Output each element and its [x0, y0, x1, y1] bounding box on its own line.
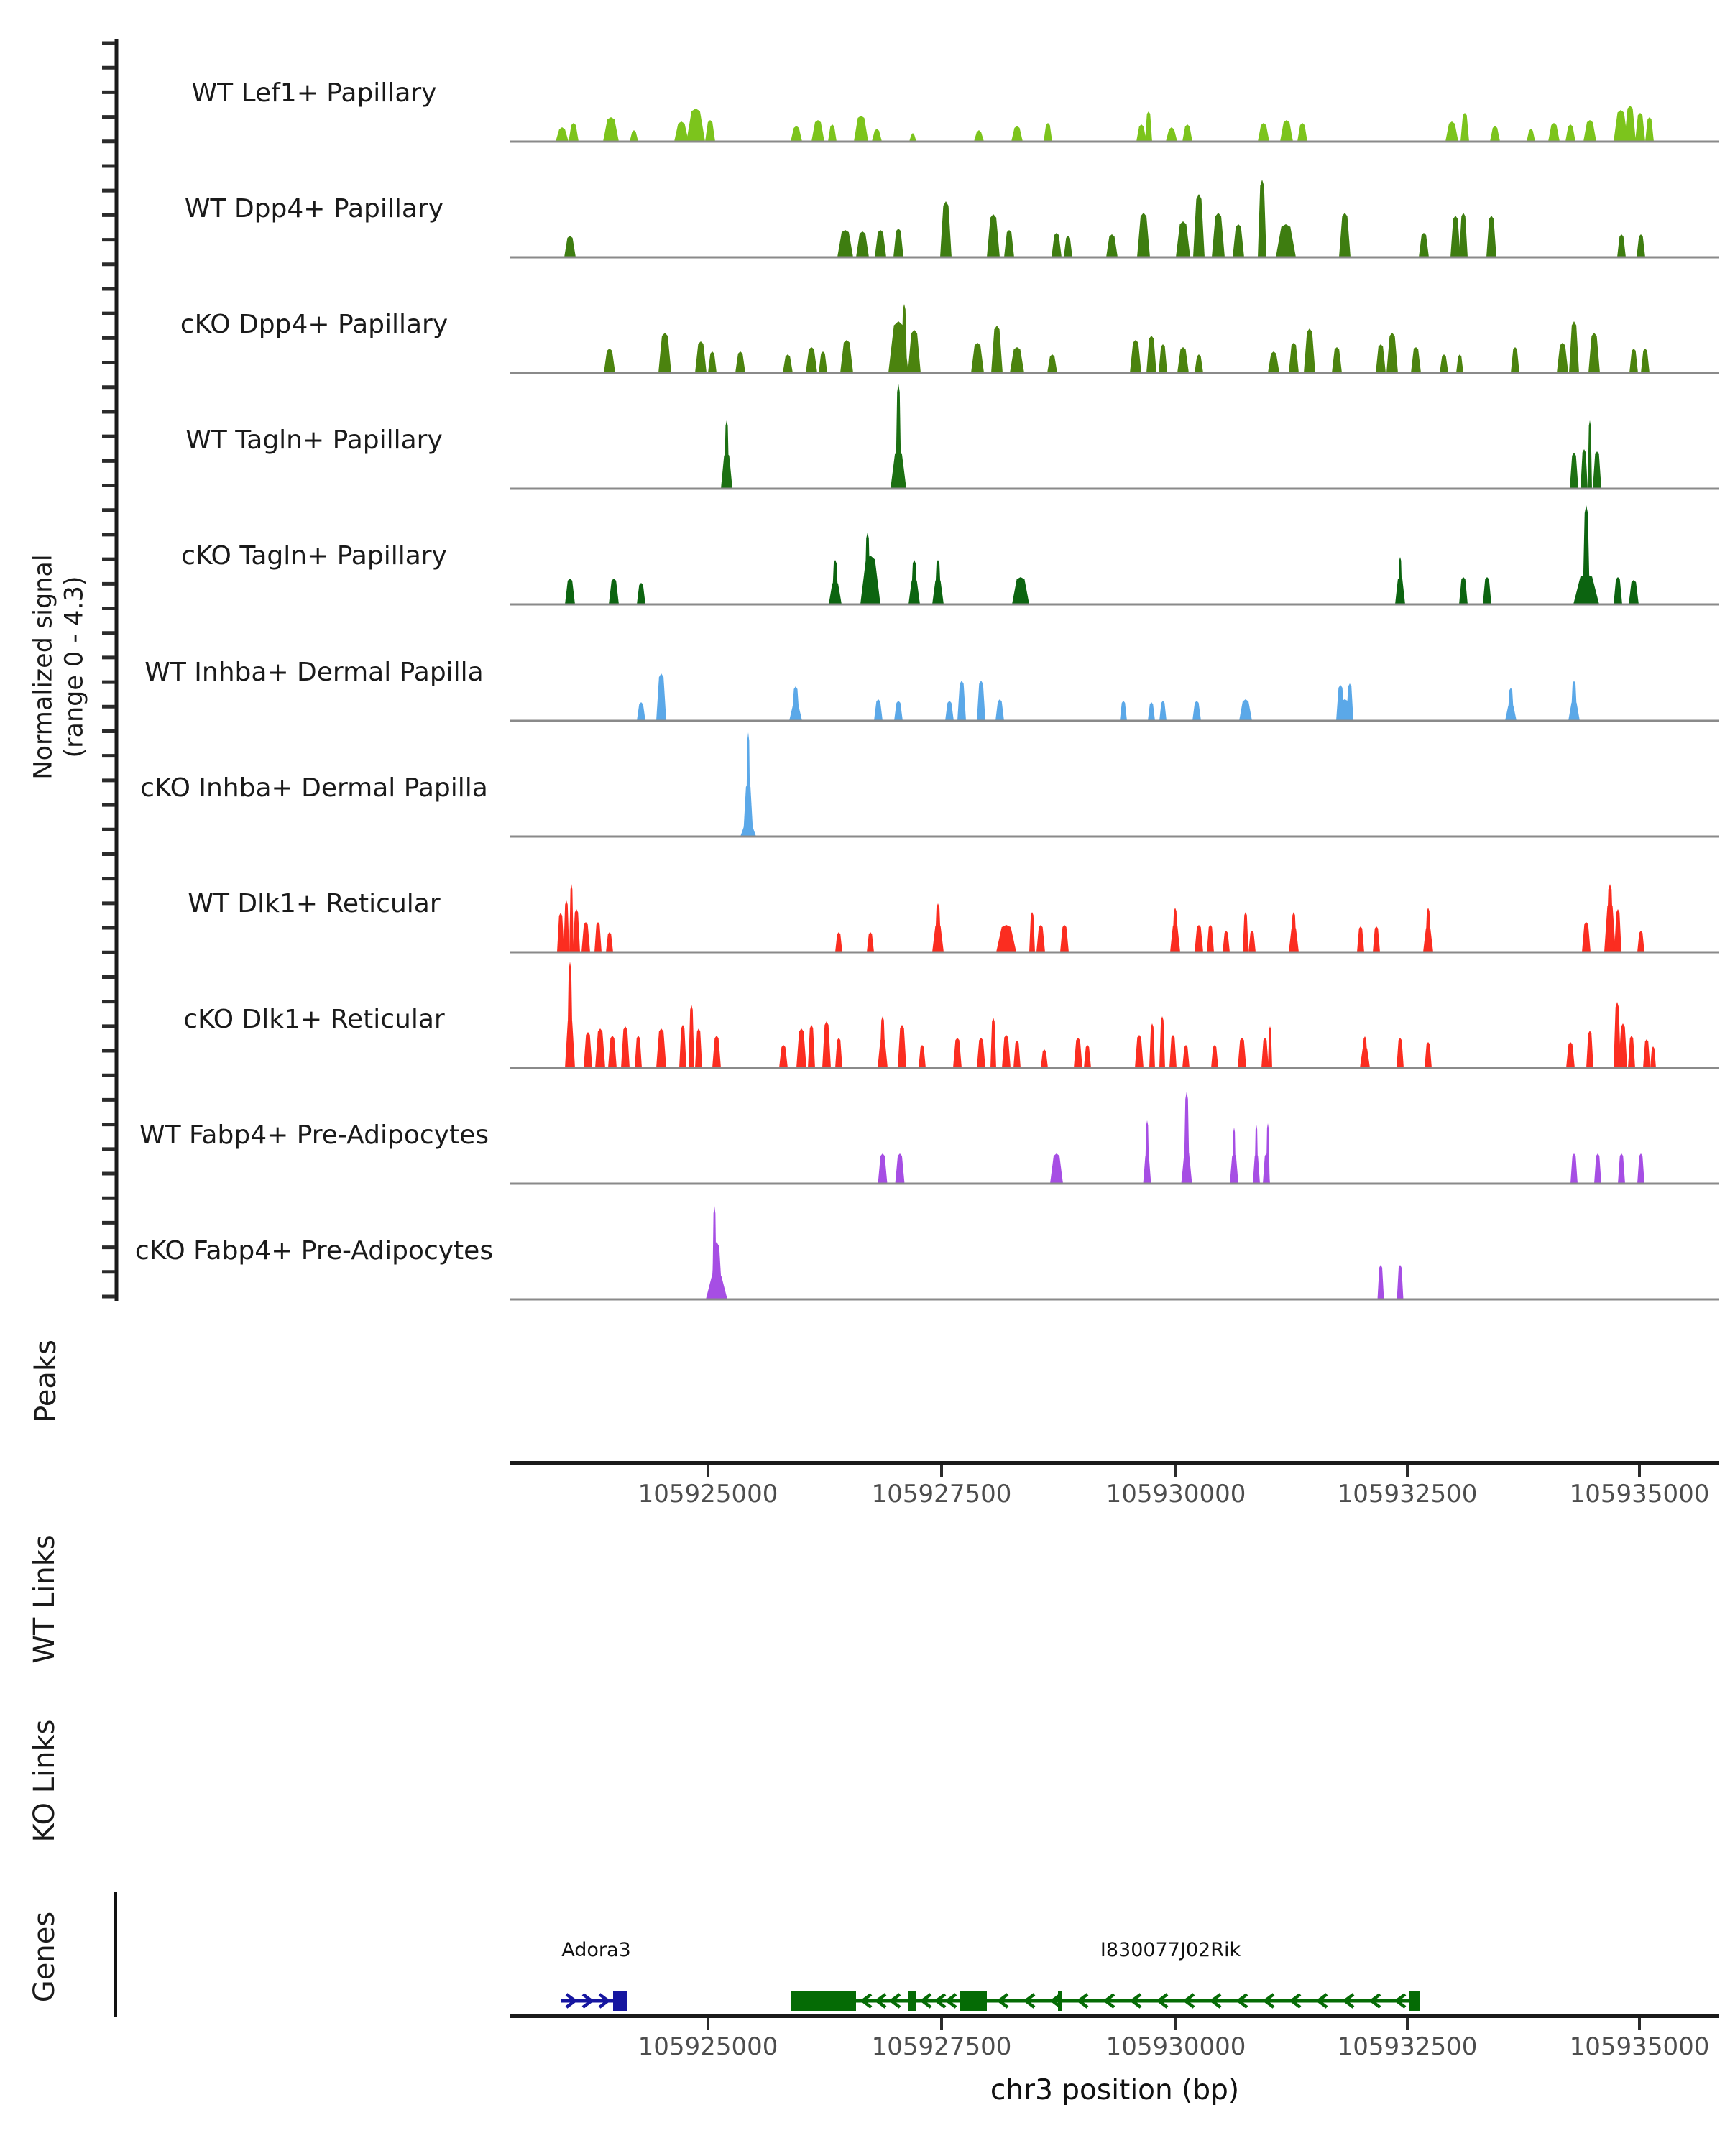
track-label-10: cKO Fabp4+ Pre-Adipocytes [134, 1236, 494, 1266]
axis-tick-label-1: 105927500 [871, 2032, 1012, 2061]
track-label-5: WT Inhba+ Dermal Papilla [144, 657, 484, 687]
wt-links-track-empty [510, 1516, 1719, 1682]
track-signal-10 [510, 1192, 1719, 1302]
axis-tick-label-3: 105932500 [1337, 1480, 1478, 1508]
y-axis-label-line1: Normalized signal [29, 554, 58, 780]
axis-line [510, 1461, 1719, 1465]
axis-tick-1 [940, 1465, 943, 1477]
track-signal-0 [510, 34, 1719, 144]
axis-tick-1 [940, 2018, 943, 2030]
axis-tick-label-0: 105925000 [638, 2032, 778, 2061]
axis-tick-label-2: 105930000 [1105, 1480, 1246, 1508]
track-signal-6 [510, 729, 1719, 839]
gene-name-I830077J02Rik: I830077J02Rik [1100, 1939, 1241, 1961]
axis-tick-label-2: 105930000 [1105, 2032, 1246, 2061]
ko-links-track-empty [510, 1700, 1719, 1865]
track-label-3: WT Tagln+ Papillary [185, 425, 443, 456]
peaks-track-empty [510, 1337, 1719, 1459]
track-signal-2 [510, 265, 1719, 376]
axis-tick-3 [1406, 2018, 1409, 2030]
track-label-9: WT Fabp4+ Pre-Adipocytes [139, 1120, 489, 1150]
axis-line [510, 2014, 1719, 2018]
track-label-2: cKO Dpp4+ Papillary [180, 310, 448, 340]
track-label-8: cKO Dlk1+ Reticular [183, 1004, 445, 1034]
section-label-wt-links: WT Links [28, 1534, 61, 1664]
axis-tick-label-1: 105927500 [871, 1480, 1012, 1508]
section-label-peaks: Peaks [29, 1340, 63, 1423]
axis-tick-label-4: 105935000 [1569, 2032, 1710, 2061]
axis-tick-0 [707, 1465, 709, 1477]
track-label-0: WT Lef1+ Papillary [191, 78, 437, 108]
axis-tick-4 [1638, 2018, 1641, 2030]
axis-tick-2 [1174, 2018, 1177, 2030]
track-signal-3 [510, 381, 1719, 492]
track-signal-9 [510, 1076, 1719, 1187]
axis-tick-2 [1174, 1465, 1177, 1477]
gene-name-Adora3: Adora3 [561, 1939, 631, 1961]
genes-section-bracket [114, 1892, 117, 2017]
axis-tick-4 [1638, 1465, 1641, 1477]
x-axis-title: chr3 position (bp) [990, 2074, 1240, 2106]
track-label-4: cKO Tagln+ Papillary [181, 541, 447, 571]
y-axis-label-line2: (range 0 - 4.3) [60, 576, 88, 758]
axis-tick-3 [1406, 1465, 1409, 1477]
section-label-genes: Genes [28, 1911, 61, 2003]
track-label-7: WT Dlk1+ Reticular [188, 888, 441, 918]
axis-tick-0 [707, 2018, 709, 2030]
track-signal-1 [510, 149, 1719, 260]
axis-tick-label-3: 105932500 [1337, 2032, 1478, 2061]
track-signal-5 [510, 613, 1719, 724]
track-signal-8 [510, 960, 1719, 1071]
track-signal-7 [510, 844, 1719, 955]
track-label-6: cKO Inhba+ Dermal Papilla [140, 773, 488, 803]
track-label-1: WT Dpp4+ Papillary [184, 194, 444, 224]
axis-tick-label-4: 105935000 [1569, 1480, 1710, 1508]
axis-tick-label-0: 105925000 [638, 1480, 778, 1508]
section-label-ko-links: KO Links [28, 1719, 61, 1843]
track-signal-4 [510, 497, 1719, 607]
